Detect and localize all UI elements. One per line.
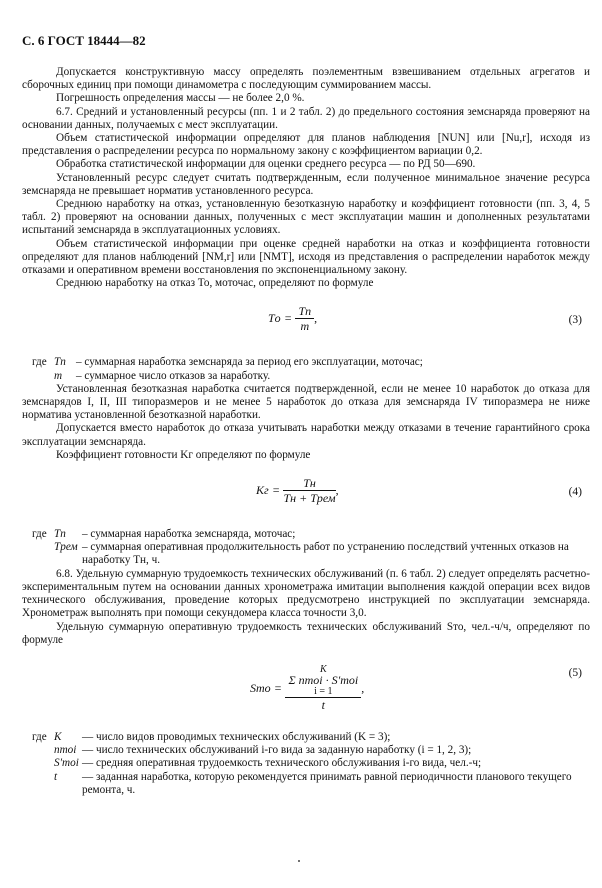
formula-denominator: t: [321, 697, 325, 712]
definition-text: — заданная наработка, которую рекомендуется принимать равной периодичности планового текущего ремонта, ч.: [82, 770, 572, 796]
paragraph: Удельную суммарную оперативную трудоемкость технических обслуживаний Sто, чел.-ч/ч, определяют по формуле: [22, 620, 590, 646]
definition-lead: где: [32, 730, 47, 743]
paragraph: Погрешность определения массы — не более 2,0 %.: [56, 92, 305, 105]
paragraph: Установленная безотказная наработка считается подтвержденной, если не менее 10 наработок до отказа для земснарядов I, II, III типоразмеров и не менее 5 наработок до отказа для земснаряда IV типоразмера не ниже норматива установленной безотказной наработки.: [22, 382, 590, 422]
paragraph: Обработка статистической информации для оценки среднего ресурса — по РД 50—690.: [56, 158, 476, 171]
definition-row: [32, 771, 590, 797]
definition-row: [32, 731, 590, 744]
definition-row: [32, 541, 590, 567]
definition-symbol: Tрем: [54, 541, 78, 554]
sum-upper-limit: K: [320, 663, 327, 675]
definition-text: — число технических обслуживаний i-го вида за заданную наработку (i = 1, 2, 3);: [82, 744, 472, 757]
definition-row: [32, 757, 590, 770]
document-body: [22, 66, 590, 797]
paragraph: Объем статистической информации при оценке средней наработки на отказ и коэффициента готовности определяют для планов наблюдений [NM,r] или [NMT], исходя из представления о распределении наработок между отказами и оперативном времени восстановления по экспоненциальному закону.: [22, 237, 590, 277]
page-header: С. 6 ГОСТ 18444—82: [22, 33, 146, 48]
definition-text: – суммарная наработка земснаряда за период его эксплуатации, моточас;: [76, 356, 423, 369]
sum-lower-limit: i = 1: [314, 685, 333, 697]
formula-number: (4): [568, 486, 582, 499]
scan-speck: [298, 860, 300, 862]
paragraph: 6.7. Средний и установленный ресурсы (пп. 1 и 2 табл. 2) до предельного состояния земснаряда проверяют на основании данных, получаемых с мест эксплуатации.: [22, 105, 590, 131]
paragraph: Среднюю наработку на отказ To, моточас, определяют по формуле: [56, 277, 374, 290]
paragraph: Установленный ресурс следует считать подтвержденным, если полученное минимальное значение ресурса земснаряда не превышает норматив установленного ресурса.: [22, 171, 590, 197]
formula-lhs: Sто: [250, 680, 271, 695]
definition-text: – суммарная оперативная продолжительность работ по устранению последствий учтенных отказов на наработку Tн, ч.: [82, 541, 569, 567]
paragraph: Допускается конструктивную массу определять поэлементным взвешиванием отдельных агрегатов и сборочных единиц при помощи динамометра с последующим суммированием массы.: [22, 66, 590, 92]
formula-denominator: Tн + Tрем: [283, 491, 336, 506]
paragraph: Коэффициент готовности Kг определяют по формуле: [56, 448, 311, 461]
definition-text: – суммарное число отказов за наработку.: [76, 369, 271, 382]
formula-number: (3): [568, 314, 582, 327]
definition-symbol: Tп: [54, 528, 66, 541]
definition-symbol: Tп: [54, 356, 66, 369]
definition-text: – суммарная наработка земснаряда, моточас;: [82, 528, 296, 541]
formula-numerator: Tн: [283, 476, 335, 491]
definition-lead: где: [32, 528, 47, 541]
definition-symbol: S′тоi: [54, 757, 79, 770]
paragraph: 6.8. Удельную суммарную трудоемкость технических обслуживаний (п. 6 табл. 2) следует определять расчетно-экспериментальным путем на основании данных хронометража имитации выполнения каждой операции всех видов технического обслуживания, проведение которых предусмотрено инструкцией по эксплуатации земснаряда. Хронометраж выполнять при помощи секундомера класса точности 3,0.: [22, 567, 590, 620]
paragraph: Допускается вместо наработок до отказа учитывать наработки между отказами в течение гарантийного срока эксплуатации земснаряда.: [22, 422, 590, 448]
formula-denominator: m: [300, 319, 310, 334]
formula-lhs: Tо: [268, 311, 281, 326]
definition-row: [32, 370, 590, 383]
definition-row: [32, 528, 590, 541]
definition-symbol: t: [54, 770, 58, 783]
definition-row: [32, 356, 590, 369]
formula-5: Sто = K Σ nтоi · S′тоi i = 1 t , (5): [250, 663, 582, 712]
paragraph: Среднюю наработку на отказ, установленную безотказную наработку и коэффициент готовности (пп. 3, 4, 5 табл. 2) проверяют на основании данных, полученных с мест эксплуатации машин и дополненных результатами испытаний земснаряда в эксплуатационных условиях.: [22, 198, 590, 237]
formula-4: Kг = $\frac{Tн}{\text{Tн + Tрем}}$ , (4): [256, 476, 582, 506]
formula-3: Tо = $\frac{Tп}{m}$ , (3): [268, 304, 582, 334]
definition-row: [32, 744, 590, 757]
definition-symbol: m: [54, 369, 63, 382]
formula-numerator: Σ nтоi · S′тоi: [288, 672, 359, 687]
definition-symbol: nтоi: [54, 744, 77, 757]
definition-text: — число видов проводимых технических обслуживаний (K = 3);: [82, 730, 391, 743]
definition-text: — средняя оперативная трудоемкость технического обслуживания i-го вида, чел.-ч;: [82, 757, 482, 770]
formula-numerator: Tп: [295, 304, 314, 319]
definition-symbol: K: [54, 730, 62, 743]
formula-lhs: Kг: [256, 482, 269, 497]
formula-number: (5): [568, 666, 582, 679]
paragraph: Объем статистической информации определяют для планов наблюдения [NUN] или [Nu,r], исходя из представления о распределении ресурса по нормальному закону с коэффициентом вариации 0,2.: [22, 132, 590, 158]
definition-lead: где: [32, 356, 47, 369]
